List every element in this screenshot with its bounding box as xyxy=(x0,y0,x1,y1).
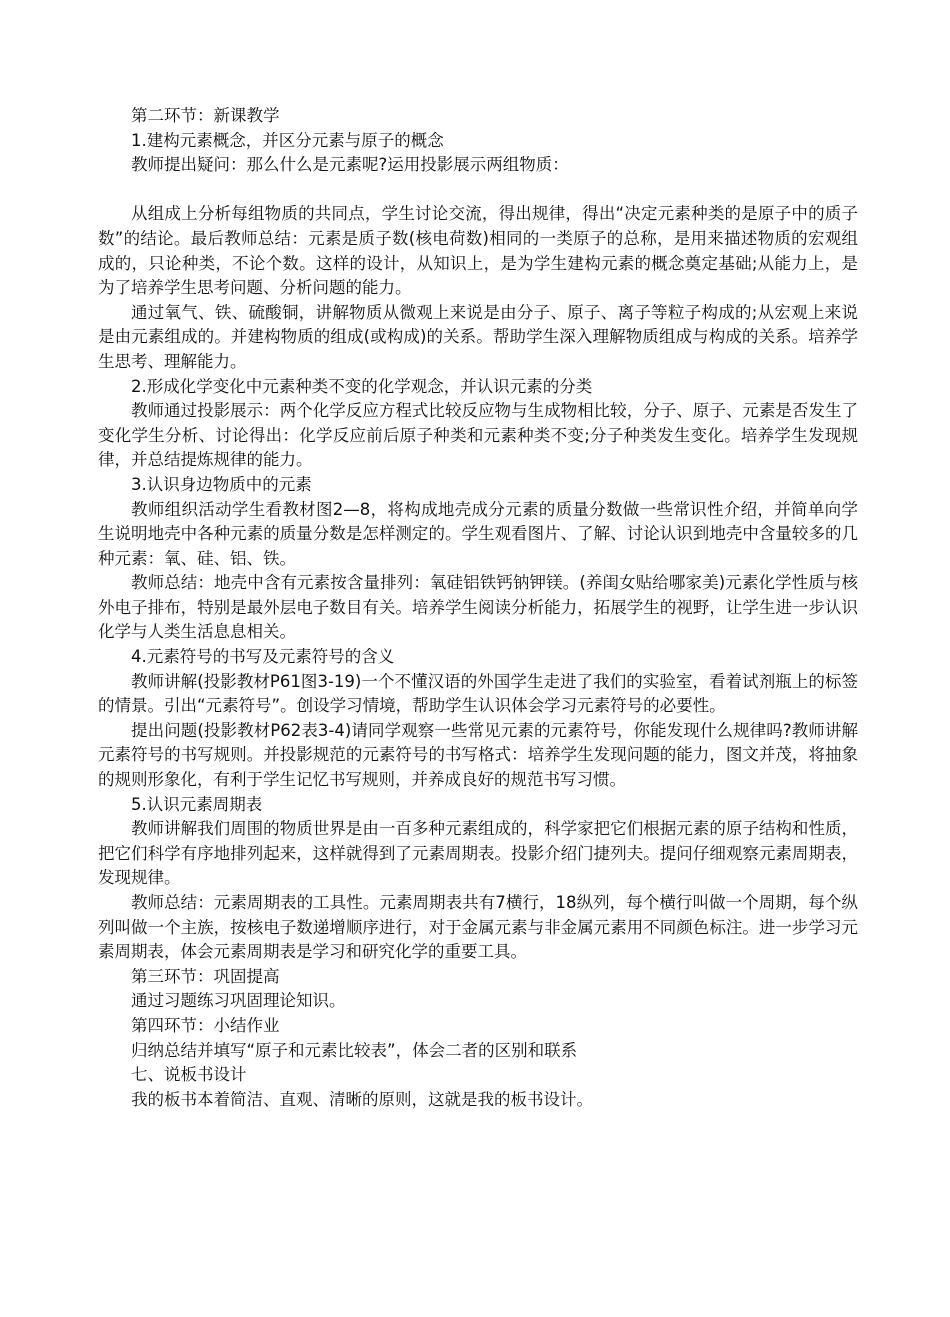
subheading-element-symbols: 4.元素符号的书写及元素符号的含义 xyxy=(131,647,395,667)
paragraph-exercises: 通过习题练习巩固理论知识。 xyxy=(131,991,346,1011)
subheading-chemical-change: 2.形成化学变化中元素种类不变的化学观念，并认识元素的分类 xyxy=(131,376,593,396)
subheading-elements-around: 3.认识身边物质中的元素 xyxy=(131,474,312,494)
paragraph-crust-activity: 教师组织活动学生看教材图2—8，将构成地壳成分元素的质量分数做一些常识性介绍，并简单向学生说明地壳中各种元素的质量分数是怎样测定的。学生观看图片、了解、讨论认识到地壳中含量较多的几种元素：氧、硅、铝、铁。 xyxy=(98,499,858,568)
section-heading-summary-homework: 第四环节：小结作业 xyxy=(131,1015,280,1035)
paragraph-composition-analysis: 从组成上分析每组物质的共同点，学生讨论交流，得出规律，得出“决定元素种类的是原子中的质子数”的结论。最后教师总结：元素是质子数(核电荷数)相同的一类原子的总称，是用来描述物质的宏观组成的，只论种类，不论个数。这样的设计，从知识上，是为学生建构元素的概念奠定基础;从能力上，是为了培养学生思考问题、分析问题的能力。 xyxy=(98,204,858,298)
paragraph-periodic-summary: 教师总结：元素周期表的工具性。元素周期表共有7横行，18纵列，每个横行叫做一个周期，每个纵列叫做一个主族，按核电子数递增顺序进行，对于金属元素与非金属元素用不同颜色标注。进一步学习元素周期表，体会元素周期表是学习和研究化学的重要工具。 xyxy=(98,893,858,962)
paragraph-periodic-intro: 教师讲解我们周围的物质世界是由一百多种元素组成的，科学家把它们根据元素的原子结构和性质，把它们科学有序地排列起来，这样就得到了元素周期表。投影介绍门捷列夫。提问仔细观察元素周期表，发现规律。 xyxy=(98,819,858,888)
paragraph-teacher-question: 教师提出疑问：那么什么是元素呢?运用投影展示两组物质： xyxy=(131,155,569,175)
paragraph-symbol-rules: 提出问题(投影教材P62表3-4)请同学观察一些常见元素的元素符号，你能发现什么规律吗?教师讲解元素符号的书写规则。并投影规范的元素符号的书写格式：培养学生发现问题的能力，图文并茂，将抽象的规则形象化，有利于学生记忆书写规则，并养成良好的规范书写习惯。 xyxy=(98,720,858,790)
paragraph-projection-reactions: 教师通过投影展示：两个化学反应方程式比较反应物与生成物相比较，分子、原子、元素是否发生了变化学生分析、讨论得出：化学反应前后原子种类和元素种类不变;分子种类发生变化。培养学生发现规律，并总结提炼规律的能力。 xyxy=(98,401,858,470)
section-heading-board-design: 七、说板书设计 xyxy=(131,1065,247,1085)
paragraph-board-design: 我的板书本着简洁、直观、清晰的原则，这就是我的板书设计。 xyxy=(131,1089,593,1109)
paragraph-symbol-intro: 教师讲解(投影教材P61图3-19)一个不懂汉语的外国学生走进了我们的实验室，看着试剂瓶上的标签的情景。引出“元素符号”。创设学习情境，帮助学生认识体会学习元素符号的必要性。 xyxy=(98,671,858,716)
document-body xyxy=(98,104,858,1112)
paragraph-crust-summary: 教师总结：地壳中含有元素按含量排列：氧硅铝铁钙钠钾镁。(养闺女贴给哪家美)元素化学性质与核外电子排布，特别是最外层电子数目有关。培养学生阅读分析能力，拓展学生的视野，让学生进一步认识化学与人类生活息息相关。 xyxy=(98,573,858,642)
subheading-element-concept: 1.建构元素概念，并区分元素与原子的概念 xyxy=(131,130,444,150)
paragraph-comparison-table: 归纳总结并填写“原子和元素比较表”，体会二者的区别和联系 xyxy=(131,1040,578,1060)
paragraph-micro-macro: 通过氧气、铁、硫酸铜，讲解物质从微观上来说是由分子、原子、离子等粒子构成的;从宏观上来说是由元素组成的。并建构物质的组成(或构成)的关系。帮助学生深入理解物质组成与构成的关系。培养学生思考、理解能力。 xyxy=(98,302,858,371)
section-heading-new-lesson: 第二环节：新课教学 xyxy=(131,106,280,125)
subheading-periodic-table: 5.认识元素周期表 xyxy=(131,794,263,814)
section-heading-consolidation: 第三环节：巩固提高 xyxy=(131,966,280,986)
